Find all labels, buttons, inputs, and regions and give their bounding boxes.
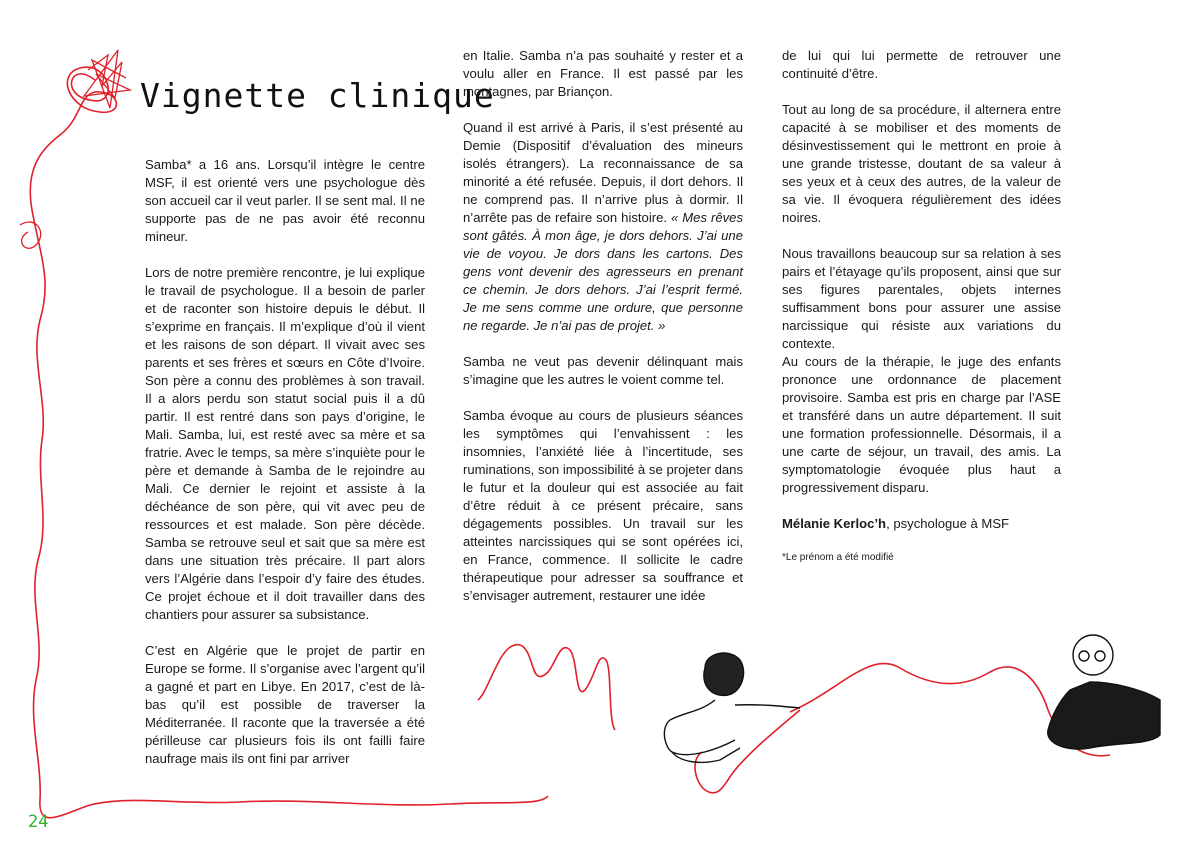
author-role: , psychologue à MSF <box>886 516 1010 531</box>
page-number: 24 <box>28 812 49 832</box>
text-column-3 <box>782 47 1061 582</box>
text-column-2 <box>463 47 743 623</box>
footnote: *Le prénom a été modifié <box>782 552 894 563</box>
paragraph: Samba évoque au cours de plusieurs séances les symptômes qui l’envahissent : les insomnies, l’anxiété liée à l’incertitude, ses ruminations, son impossibilité à se projeter dans le futur et la douleur qui est associée au fait d’être réduit à ce présent précaire, sans dégagements possibles. Un travail sur les atteintes narcissiques qui se sont opérées ici, en France, commence. Il sollicite le cadre thérapeutique pour adresser sa souffrance et s’envisager autrement, restaurer une idée <box>463 408 743 603</box>
paragraph: en Italie. Samba n’a pas souhaité y rester et a voulu aller en France. Il est passé par les montagnes, par Briançon. <box>463 48 743 99</box>
text-column-1 <box>145 156 425 786</box>
signature <box>782 515 1061 533</box>
paragraph-text: Quand il est arrivé à Paris, il s’est présenté au Demie (Dispositif d’évaluation des mineurs isolés étrangers). La reconnaissance de sa minorité a été refusée. Depuis, il dort dehors. Il ne comprend pas. Il n’arrive plus à dormir. Il n’arrête pas de refaire son histoire. <box>463 120 743 225</box>
figure-right <box>1048 635 1160 749</box>
red-scribble <box>84 50 130 108</box>
page-title: Vignette clinique <box>140 76 495 115</box>
paragraph: Samba ne veut pas devenir délinquant mais s’imagine que les autres le voient comme tel. <box>463 354 743 387</box>
paragraph: Lors de notre première rencontre, je lui explique le travail de psychologue. Il a besoin de parler et de raconter son histoire depuis le début. Il s’exprime en français. Il m’explique d’où il vient et les raisons de son départ. Il vivait avec ses parents et ses frères et sœurs en Côte d’Ivoire. Son père a connu des problèmes à son travail. Il a alors perdu son statut social puis il a dû partir. Il est rentré dans son pays d’origine, le Mali. Samba, lui, est resté avec sa mère et sa fratrie. Avec le temps, sa mère s’inquiète pour le père et demande à Samba de le rejoindre au Mali. Ce dernier le rejoint et assiste à la déchéance de son père, qui vit avec peu de ressources et est malade. Son père décède. Samba se retrouve seul et sait que sa mère est dans une situation très précaire. Il part alors vers l’Algérie dans l’espoir d’y faire des études. Ce projet échoue et il doit travailler dans des chantiers pour assurer sa subsistance. <box>145 265 425 622</box>
paragraph: Tout au long de sa procédure, il alternera entre capacité à se mobiliser et des moments de désinvestissement qui le mettront en proie à une grande tristesse, doutant de sa valeur à ses yeux et à ceux des autres, de la valeur de sa vie. Il évoquera régulièrement des idées noires. <box>782 102 1061 225</box>
paragraph: Au cours de la thérapie, le juge des enfants prononce une ordonnance de placement provisoire. Samba est pris en charge par l’ASE et transféré dans un autre département. Il suit une formation professionnelle. Désormais, il a une carte de séjour, un travail, des amis. La symptomatologie évoquée plus haut a progressivement disparu. <box>782 354 1061 495</box>
figure-left <box>664 653 800 762</box>
red-thread-center <box>478 645 615 730</box>
paragraph: Samba* a 16 ans. Lorsqu’il intègre le centre MSF, il est orienté vers une psychologue dès son accueil car il veut parler. Il se sent mal. Il ne supporte pas de ne pas avoir été reconnu mineur. <box>145 157 425 244</box>
patient-quote: « Mes rêves sont gâtés. À mon âge, je dors dehors. J’ai une vie de voyou. Je dors dans les cartons. Des gens vont devenir des agresseurs en prenant ce chemin. Je dors dehors. J’ai l’esprit fermé. Je me sens comme une ordure, que personne ne regarde. Je n’ai pas de projet. » <box>463 210 744 333</box>
red-thread-loose <box>695 710 800 793</box>
paragraph-with-quote <box>463 119 743 335</box>
paragraph: C’est en Algérie que le projet de partir en Europe se forme. Il s’organise avec l’argent qu’il a gagné et part en Libye. En 2017, c’est de là-bas qu’il est possible de traverser la Méditerranée. Il raconte que la traversée a été périlleuse car plusieurs fois ils ont failli faire naufrage mais ils ont fini par arriver <box>145 643 425 766</box>
author-name: Mélanie Kerloc’h <box>782 516 887 531</box>
paragraph: de lui qui lui permette de retrouver une continuité d’être. <box>782 48 1061 81</box>
paragraph: Nous travaillons beaucoup sur sa relation à ses pairs et l’étayage qu’ils proposent, ainsi que sur ses figures parentales, objets internes suffisamment bons pour assurer une assise narcissique qui résiste aux variations du contexte. <box>782 246 1061 351</box>
